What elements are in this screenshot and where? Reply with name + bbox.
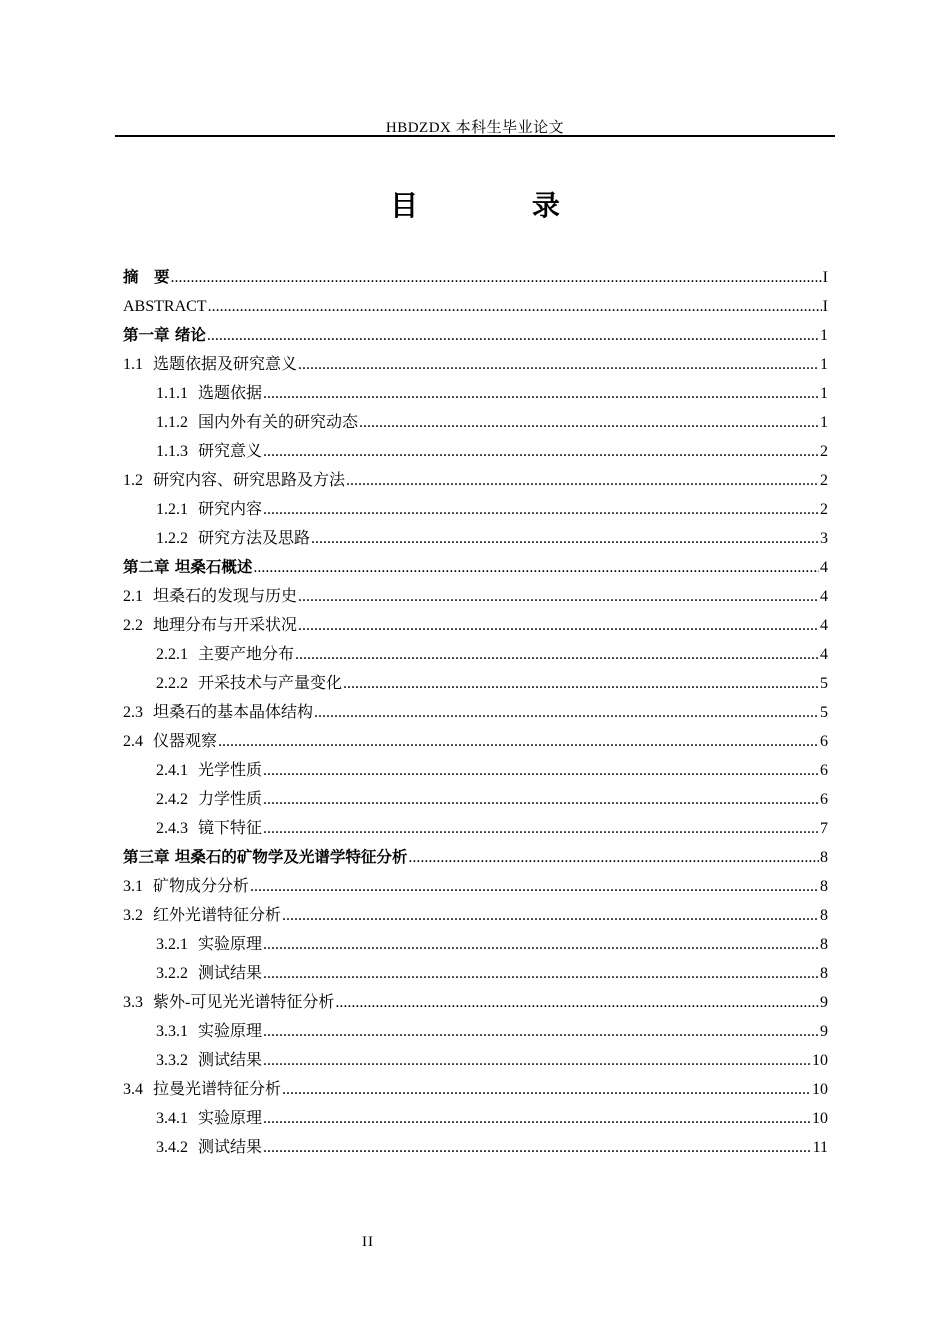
toc-entry[interactable] — [123, 901, 828, 930]
toc-entry-number: 1.1.1 — [156, 385, 188, 402]
toc-entry-page: 8 — [820, 965, 828, 982]
toc-entry-number: 2.4.3 — [156, 820, 188, 837]
toc-entry[interactable] — [123, 1075, 828, 1104]
toc-entry-page: 5 — [820, 675, 828, 692]
toc-entry-page: 4 — [820, 559, 828, 576]
toc-dot-leader — [263, 959, 819, 988]
toc-entry[interactable] — [123, 611, 828, 640]
toc-entry-number: 3.2 — [123, 907, 143, 924]
toc-entry-page: 10 — [812, 1081, 828, 1098]
toc-entry-page: 6 — [820, 733, 828, 750]
toc-entry-title: 研究方法及思路 — [198, 530, 311, 547]
toc-dot-leader — [218, 727, 819, 756]
toc-entry-page: 2 — [820, 501, 828, 518]
toc-entry[interactable] — [123, 669, 828, 698]
toc-entry-number: 3.3.1 — [156, 1023, 188, 1040]
footer-page-number: II — [362, 1234, 374, 1250]
toc-dot-leader — [298, 582, 819, 611]
toc-entry-title: 测试结果 — [198, 1052, 263, 1069]
toc-entry-page: 1 — [820, 327, 828, 344]
toc-dot-leader — [359, 408, 819, 437]
toc-entry[interactable] — [123, 756, 828, 785]
toc-entry-title: 国内外有关的研究动态 — [198, 414, 359, 431]
toc-entry-number: 1.2 — [123, 472, 143, 489]
toc-entry-page: 8 — [820, 907, 828, 924]
toc-dot-leader — [263, 756, 819, 785]
toc-entry-page: 4 — [820, 617, 828, 634]
toc-list — [123, 263, 828, 1162]
toc-dot-leader — [282, 1075, 811, 1104]
toc-dot-leader — [263, 1133, 812, 1162]
toc-entry-page: 8 — [820, 936, 828, 953]
toc-entry-page: I — [822, 298, 828, 315]
toc-entry[interactable] — [123, 263, 828, 292]
toc-entry-title: 选题依据及研究意义 — [153, 356, 298, 373]
toc-entry-number: 2.2.2 — [156, 675, 188, 692]
toc-entry-page: 8 — [820, 878, 828, 895]
toc-entry-title: 镜下特征 — [198, 820, 263, 837]
toc-entry-title: 实验原理 — [198, 1110, 263, 1127]
toc-entry-page: 1 — [820, 385, 828, 402]
toc-entry-title: 力学性质 — [198, 791, 263, 808]
toc-dot-leader — [263, 1017, 819, 1046]
toc-entry-page: 10 — [812, 1052, 828, 1069]
toc-dot-leader — [263, 437, 819, 466]
toc-dot-leader — [295, 640, 819, 669]
toc-entry-number: 1.1.3 — [156, 443, 188, 460]
toc-dot-leader — [282, 901, 819, 930]
toc-entry-number: 2.3 — [123, 704, 143, 721]
toc-entry-title: 实验原理 — [198, 1023, 263, 1040]
toc-entry-page: 2 — [820, 443, 828, 460]
toc-entry-page: 7 — [820, 820, 828, 837]
toc-entry-number: 1.1 — [123, 356, 143, 373]
toc-entry[interactable] — [123, 959, 828, 988]
toc-entry-number: 1.2.2 — [156, 530, 188, 547]
toc-dot-leader — [263, 814, 819, 843]
toc-entry[interactable] — [123, 843, 828, 872]
toc-entry-title: 主要产地分布 — [198, 646, 295, 663]
toc-entry-title: 研究意义 — [198, 443, 263, 460]
toc-entry-number: 2.4.1 — [156, 762, 188, 779]
toc-dot-leader — [263, 785, 819, 814]
toc-entry-page: 11 — [812, 1139, 828, 1156]
toc-entry-title: 拉曼光谱特征分析 — [153, 1081, 282, 1098]
toc-entry[interactable] — [123, 408, 828, 437]
toc-entry-title: 地理分布与开采状况 — [153, 617, 298, 634]
toc-entry-page: 6 — [820, 762, 828, 779]
toc-entry-page: 10 — [812, 1110, 828, 1127]
toc-entry-number: 2.2.1 — [156, 646, 188, 663]
toc-dot-leader — [171, 263, 822, 292]
toc-entry-number: 3.2.2 — [156, 965, 188, 982]
toc-entry-page: 1 — [820, 414, 828, 431]
toc-entry-page: 8 — [820, 849, 828, 866]
toc-entry-title: 光学性质 — [198, 762, 263, 779]
toc-entry-number: 3.1 — [123, 878, 143, 895]
toc-entry-number: 2.4.2 — [156, 791, 188, 808]
toc-entry-number: 3.3 — [123, 994, 143, 1011]
toc-entry-title: 选题依据 — [198, 385, 263, 402]
toc-entry-page: 4 — [820, 646, 828, 663]
toc-entry[interactable] — [123, 872, 828, 901]
toc-dot-leader — [263, 1046, 811, 1075]
toc-entry-number: 2.2 — [123, 617, 143, 634]
toc-entry-title: 测试结果 — [198, 1139, 263, 1156]
toc-entry[interactable] — [123, 727, 828, 756]
toc-entry-title: 矿物成分分析 — [153, 878, 250, 895]
toc-entry[interactable] — [123, 379, 828, 408]
toc-entry-page: 6 — [820, 791, 828, 808]
toc-entry-number: 2.1 — [123, 588, 143, 605]
toc-entry[interactable] — [123, 814, 828, 843]
toc-dot-leader — [208, 292, 822, 321]
toc-entry-title: 实验原理 — [198, 936, 263, 953]
toc-entry-title: 摘 要 — [123, 268, 170, 286]
toc-dot-leader — [314, 698, 819, 727]
toc-entry-page: 2 — [820, 472, 828, 489]
toc-entry-page: 1 — [820, 356, 828, 373]
toc-entry[interactable] — [123, 553, 828, 582]
toc-entry-page: 9 — [820, 994, 828, 1011]
toc-dot-leader — [263, 379, 819, 408]
toc-dot-leader — [263, 930, 819, 959]
toc-entry[interactable] — [123, 582, 828, 611]
toc-entry-number: 3.3.2 — [156, 1052, 188, 1069]
toc-entry[interactable] — [123, 1046, 828, 1075]
toc-dot-leader — [263, 495, 819, 524]
toc-entry-title: 第三章 坦桑石的矿物学及光谱学特征分析 — [123, 848, 408, 866]
toc-entry[interactable] — [123, 1017, 828, 1046]
toc-dot-leader — [298, 611, 819, 640]
toc-entry-page: I — [822, 269, 828, 286]
toc-dot-leader — [408, 843, 819, 872]
toc-title: 目 录 — [390, 189, 612, 222]
toc-entry-number: 3.2.1 — [156, 936, 188, 953]
toc-entry-title: 仪器观察 — [153, 733, 218, 750]
toc-entry-title: 紫外-可见光光谱特征分析 — [153, 994, 335, 1011]
toc-entry-title: 研究内容、研究思路及方法 — [153, 472, 346, 489]
toc-dot-leader — [335, 988, 819, 1017]
toc-entry[interactable] — [123, 292, 828, 321]
toc-entry-number: 3.4.1 — [156, 1110, 188, 1127]
toc-entry-title: 研究内容 — [198, 501, 263, 518]
toc-entry-title: ABSTRACT — [123, 298, 207, 315]
toc-entry[interactable] — [123, 466, 828, 495]
toc-entry[interactable] — [123, 321, 828, 350]
toc-entry[interactable] — [123, 350, 828, 379]
toc-dot-leader — [311, 524, 819, 553]
toc-entry-page: 4 — [820, 588, 828, 605]
toc-entry[interactable] — [123, 988, 828, 1017]
toc-entry-title: 坦桑石的发现与历史 — [153, 588, 298, 605]
toc-entry[interactable] — [123, 1133, 828, 1162]
toc-entry[interactable] — [123, 524, 828, 553]
toc-dot-leader — [346, 466, 819, 495]
header-rule — [115, 135, 835, 137]
toc-entry-page: 3 — [820, 530, 828, 547]
toc-dot-leader — [343, 669, 819, 698]
toc-dot-leader — [250, 872, 819, 901]
toc-entry[interactable] — [123, 437, 828, 466]
running-header: HBDZDX 本科生毕业论文 — [385, 120, 565, 136]
toc-entry-number: 1.1.2 — [156, 414, 188, 431]
toc-entry-title: 红外光谱特征分析 — [153, 907, 282, 924]
toc-entry-page: 5 — [820, 704, 828, 721]
toc-entry-title: 第一章 绪论 — [123, 326, 206, 344]
toc-entry-number: 3.4.2 — [156, 1139, 188, 1156]
toc-entry-title: 开采技术与产量变化 — [198, 675, 343, 692]
toc-entry-number: 3.4 — [123, 1081, 143, 1098]
toc-entry-title: 第二章 坦桑石概述 — [123, 558, 253, 576]
toc-entry[interactable] — [123, 930, 828, 959]
toc-entry[interactable] — [123, 495, 828, 524]
toc-dot-leader — [298, 350, 819, 379]
toc-entry-page: 9 — [820, 1023, 828, 1040]
toc-entry-title: 坦桑石的基本晶体结构 — [153, 704, 314, 721]
toc-dot-leader — [207, 321, 819, 350]
toc-entry[interactable] — [123, 1104, 828, 1133]
toc-entry-number: 1.2.1 — [156, 501, 188, 518]
toc-dot-leader — [263, 1104, 811, 1133]
toc-dot-leader — [253, 553, 819, 582]
toc-entry[interactable] — [123, 640, 828, 669]
toc-entry-title: 测试结果 — [198, 965, 263, 982]
toc-entry[interactable] — [123, 785, 828, 814]
toc-entry-number: 2.4 — [123, 733, 143, 750]
toc-entry[interactable] — [123, 698, 828, 727]
